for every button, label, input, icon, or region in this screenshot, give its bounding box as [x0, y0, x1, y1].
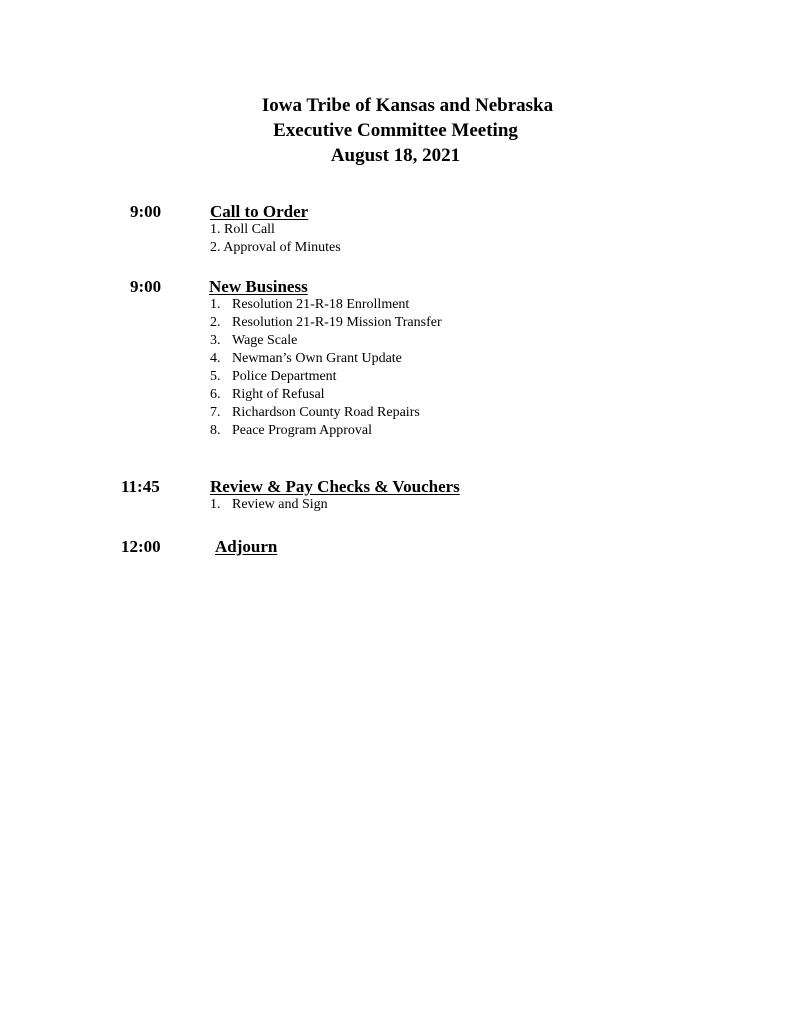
agenda-title-adjourn: Adjourn: [215, 537, 278, 556]
item-number: 7.: [210, 405, 221, 420]
agenda-title-call-to-order: Call to Order: [210, 202, 309, 221]
agenda-time-review-pay: 11:45: [121, 477, 160, 496]
agenda-item: [210, 314, 442, 332]
item-text: Richardson County Road Repairs: [232, 405, 420, 420]
agenda-title-new-business: New Business: [209, 277, 308, 296]
item-text: Resolution 21-R-18 Enrollment: [232, 297, 410, 312]
agenda-time-new-business: 9:00: [130, 277, 162, 296]
agenda-title-review-pay: Review & Pay Checks & Vouchers: [210, 477, 460, 496]
item-text: Review and Sign: [232, 497, 328, 512]
agenda-item: [210, 404, 420, 422]
item-number: 8.: [210, 423, 221, 438]
agenda-time-call-to-order: 9:00: [130, 202, 162, 221]
item-number: 5.: [210, 369, 221, 384]
item-number: 1.: [210, 297, 221, 312]
agenda-item: [210, 350, 402, 368]
meeting-date: August 18, 2021: [330, 145, 461, 166]
item-number: 3.: [210, 333, 221, 348]
item-number: 4.: [210, 351, 221, 366]
item-text: Right of Refusal: [232, 387, 325, 402]
agenda-item: 1. Roll Call: [210, 222, 275, 237]
item-number: 6.: [210, 387, 221, 402]
agenda-item: [210, 296, 409, 314]
agenda-item: [210, 368, 337, 386]
item-text: Wage Scale: [232, 333, 298, 348]
agenda-item: [210, 422, 372, 440]
item-number: 2.: [210, 315, 221, 330]
item-text: Police Department: [232, 369, 337, 384]
agenda-time-adjourn: 12:00: [121, 537, 161, 556]
document-title: Iowa Tribe of Kansas and Nebraska: [261, 95, 554, 116]
agenda-item: [210, 496, 328, 514]
agenda-item: [210, 386, 325, 404]
agenda-item: 2. Approval of Minutes: [210, 240, 341, 255]
item-text: Peace Program Approval: [232, 423, 372, 438]
agenda-item: [210, 332, 297, 350]
item-number: 1.: [210, 497, 221, 512]
item-text: Newman’s Own Grant Update: [232, 351, 402, 366]
meeting-name: Executive Committee Meeting: [273, 120, 518, 141]
item-text: Resolution 21-R-19 Mission Transfer: [232, 315, 442, 330]
